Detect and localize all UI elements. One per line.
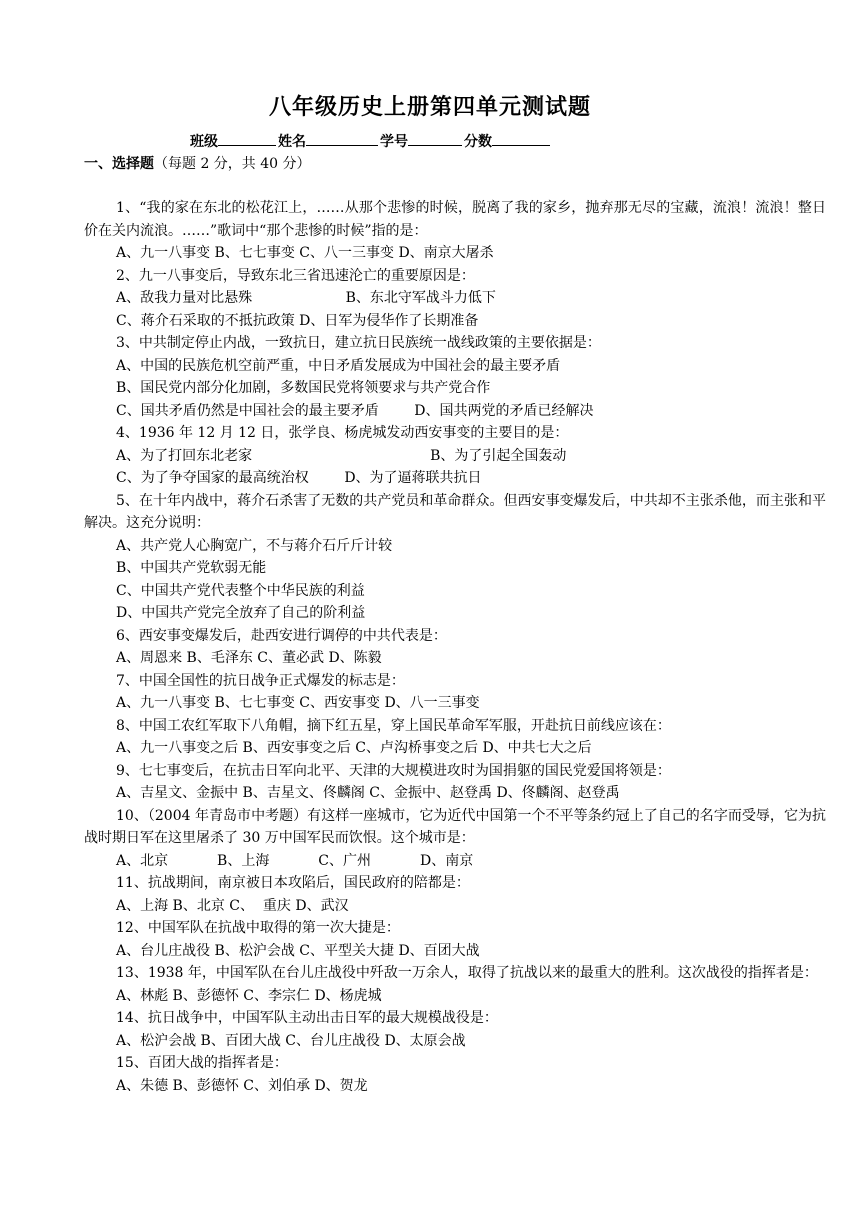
question-stem: 10、（2004 年青岛市中考题）有这样一座城市，它为近代中国第一个不平等条约冠上了自己的名字而受辱，它为抗战时期日军在这里屠杀了 30 万中国军民而饮恨。这个城市是： [84,807,826,846]
question-options: A、九一八事变 B、七七事变 C、八一三事变 D、南京大屠杀 [116,245,494,261]
question-stem: 11、抗战期间，南京被日本攻陷后，国民政府的陪都是： [116,875,470,891]
question-stem: 5、在十年内战中，蒋介石杀害了无数的共产党员和革命群众。但西安事变爆发后，中共却不主张杀他，而主张和平解决。这充分说明： [84,492,826,531]
question-options: A、北京 B、上海 C、广州 D、南京 [116,852,474,869]
question-options: A、吉星文、金振中 B、吉星文、佟麟阁 C、金振中、赵登禹 D、佟麟阁、赵登禹 [116,785,620,801]
question-stem: 8、中国工农红军取下八角帽，摘下红五星，穿上国民革命军军服，开赴抗日前线应该在： [116,717,671,734]
question-options: A、敌我力量对比悬殊 B、东北守军战斗力低下 [116,290,496,306]
question-stem: 9、七七事变后，在抗击日军向北平、天津的大规模进攻时为国捐躯的国民党爱国将领是： [116,762,671,779]
class-blank [218,131,276,146]
question-options: C、中国共产党代表整个中华民族的利益 [116,582,365,599]
question-options: C、蒋介石采取的不抵抗政策 D、日军为侵华作了长期准备 [116,312,479,329]
score-label: 分数 [464,134,492,150]
question-options: A、九一八事变 B、七七事变 C、西安事变 D、八一三事变 [116,695,480,711]
question-options: A、林彪 B、彭德怀 C、李宗仁 D、杨虎城 [116,987,382,1004]
question-list [84,197,826,1097]
question-options: C、国共矛盾仍然是中国社会的最主要矛盾 D、国共两党的矛盾已经解决 [116,402,594,419]
question-options: A、中国的民族危机空前严重，中日矛盾发展成为中国社会的最主要矛盾 [116,357,561,374]
question-stem: 14、抗日战争中，中国军队主动出击日军的最大规模战役是： [116,1010,498,1026]
question-stem: 1、“我的家在东北的松花江上，……从那个悲惨的时候，脱离了我的家乡，抛弃那无尽的宝藏，流浪！流浪！整日价在关内流浪。……”歌词中“那个悲惨的时候”指的是： [84,200,826,239]
question-stem: 3、中共制定停止内战，一致抗日，建立抗日民族统一战线政策的主要依据是： [116,335,601,351]
question-stem: 13、1938 年，中国军队在台儿庄战役中歼敌一万余人，取得了抗战以来的最重大的胜利。这次战役的指挥者是： [116,965,818,981]
question-stem: 15、百团大战的指挥者是： [116,1055,288,1071]
question-options: A、朱德 B、彭德怀 C、刘伯承 D、贺龙 [116,1077,368,1094]
question-options: B、中国共产党软弱无能 [116,560,267,576]
question-stem: 12、中国军队在抗战中取得的第一次大捷是： [116,920,400,936]
section-title: 一、选择题 [84,156,154,172]
question-options: A、上海 B、北京 C、 重庆 D、武汉 [116,897,349,914]
question-options: B、国民党内部分化加剧，多数国民党将领要求与共产党合作 [116,380,491,396]
name-label: 姓名 [278,134,306,150]
score-blank [492,131,550,146]
student-info-line [190,131,552,151]
question-options: A、为了打回东北老家 B、为了引起全国轰动 [116,447,567,464]
question-options: D、中国共产党完全放弃了自己的阶利益 [116,605,366,621]
question-options: A、周恩来 B、毛泽东 C、董必武 D、陈毅 [116,650,382,666]
question-options: A、松沪会战 B、百团大战 C、台儿庄战役 D、太原会战 [116,1032,466,1049]
section-heading [84,153,311,173]
question-options: A、九一八事变之后 B、西安事变之后 C、卢沟桥事变之后 D、中共七大之后 [116,740,592,756]
question-options: A、共产党人心胸宽广，不与蒋介石斤斤计较 [116,537,393,554]
section-note: （每题 2 分，共 40 分） [154,156,311,172]
class-label: 班级 [190,134,218,150]
number-label: 学号 [380,134,408,150]
question-stem: 7、中国全国性的抗日战争正式爆发的标志是： [116,672,405,689]
question-stem: 6、西安事变爆发后，赴西安进行调停的中共代表是： [116,627,447,644]
page-title: 八年级历史上册第四单元测试题 [268,95,591,120]
number-blank [408,131,462,146]
question-options: C、为了争夺国家的最高统治权 D、为了逼蒋联共抗日 [116,470,482,486]
question-stem: 2、九一八事变后，导致东北三省迅速沦亡的重要原因是： [116,267,475,284]
question-stem: 4、1936 年 12 月 12 日，张学良、杨虎城发动西安事变的主要目的是： [116,425,569,441]
name-blank [306,131,378,146]
question-options: A、台儿庄战役 B、松沪会战 C、平型关大捷 D、百团大战 [116,942,480,959]
